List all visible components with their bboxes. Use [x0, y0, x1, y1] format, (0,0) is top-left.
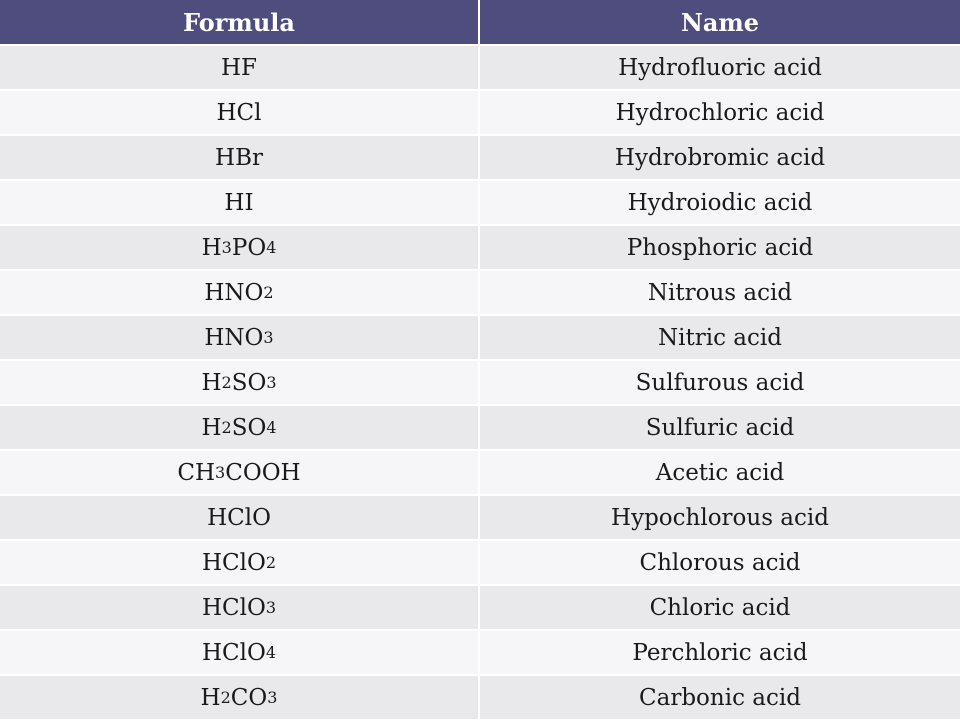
formula-cell: HCl — [216, 99, 262, 126]
name-cell: Hydroiodic acid — [627, 189, 813, 216]
table-row — [0, 269, 960, 314]
table-row — [0, 224, 960, 269]
name-cell: Nitric acid — [658, 324, 782, 351]
table-row — [0, 359, 960, 404]
table-body — [0, 44, 960, 719]
name-cell: Acetic acid — [655, 459, 785, 486]
formula-cell: HClO 4 — [201, 639, 277, 666]
table-header — [0, 0, 960, 44]
table-row — [0, 134, 960, 179]
formula-cell: H 2 SO 4 — [201, 414, 277, 441]
formula-cell: H 2 CO 3 — [200, 684, 278, 711]
table-row — [0, 629, 960, 674]
name-cell: Nitrous acid — [647, 279, 793, 306]
formula-cell: HBr — [215, 144, 263, 171]
table-row — [0, 44, 960, 89]
table-row — [0, 584, 960, 629]
name-cell: Chlorous acid — [639, 549, 801, 576]
formula-cell: CH 3 COOH — [177, 459, 301, 486]
name-cell: Sulfurous acid — [635, 369, 805, 396]
formula-cell: HI — [224, 189, 254, 216]
name-cell: Hydrofluoric acid — [618, 54, 822, 81]
table-row — [0, 179, 960, 224]
name-cell: Hypochlorous acid — [611, 504, 829, 531]
formula-cell: H 2 SO 3 — [201, 369, 277, 396]
formula-cell: HNO 2 — [204, 279, 274, 306]
table-row — [0, 674, 960, 719]
name-cell: Carbonic acid — [639, 684, 801, 711]
name-cell: Hydrochloric acid — [615, 99, 825, 126]
formula-cell: HClO 3 — [201, 594, 277, 621]
formula-cell: HClO — [207, 504, 271, 531]
name-cell: Chloric acid — [649, 594, 791, 621]
table-row — [0, 314, 960, 359]
formula-cell: HClO 2 — [201, 549, 277, 576]
name-cell: Perchloric acid — [632, 639, 808, 666]
name-cell: Sulfuric acid — [645, 414, 795, 441]
table-row — [0, 89, 960, 134]
name-column-header: Name — [680, 7, 760, 37]
formula-cell: HNO 3 — [204, 324, 274, 351]
formula-column-header: Formula — [183, 7, 295, 37]
table-row — [0, 404, 960, 449]
formula-cell: H 3 PO 4 — [201, 234, 277, 261]
table-row — [0, 449, 960, 494]
formula-cell: H F — [220, 54, 258, 81]
table-row — [0, 494, 960, 539]
name-cell: Phosphoric acid — [626, 234, 814, 261]
table-row — [0, 539, 960, 584]
name-cell: Hydrobromic acid — [614, 144, 826, 171]
